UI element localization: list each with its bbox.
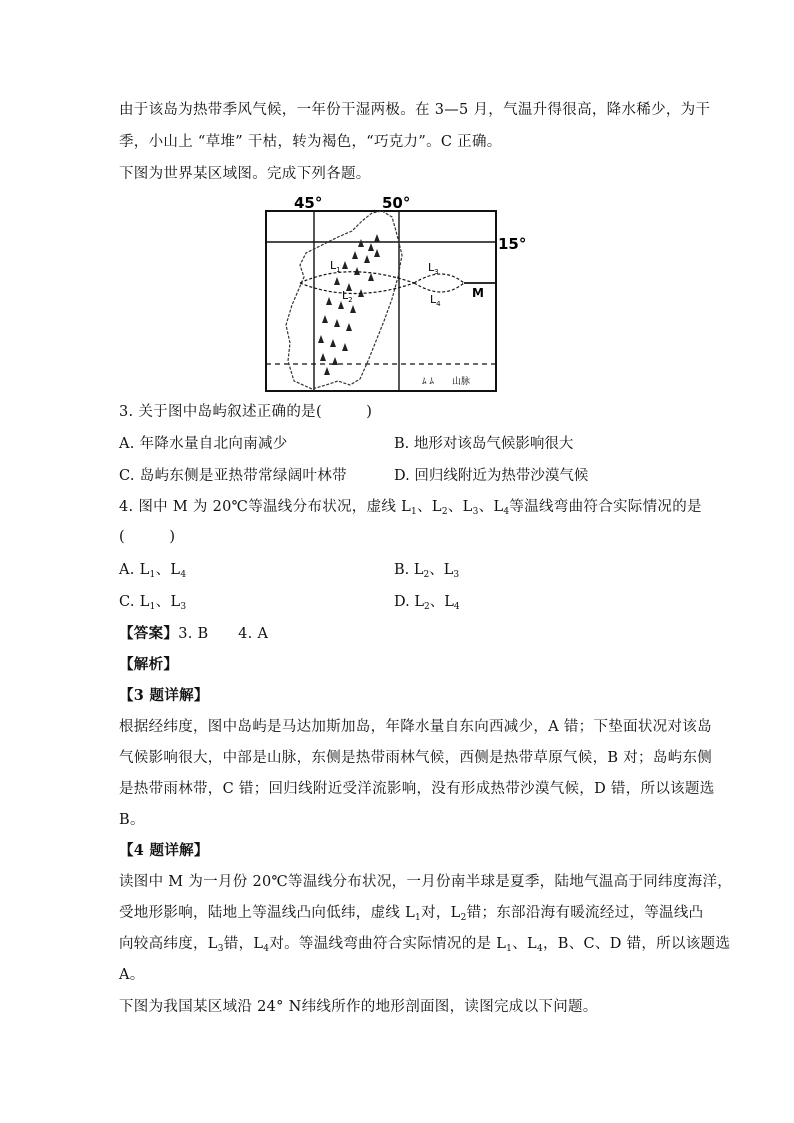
detail3-line-1: 根据经纬度，图中岛屿是马达加斯加岛，年降水量自东向西减少，A 错；下垫面状况对该岛 <box>119 719 712 735</box>
q3-stem: 3. 关于图中岛屿叙述正确的是( ) <box>119 404 373 420</box>
lat-label: 15° <box>498 235 527 253</box>
legend-text: 山脉 <box>452 377 471 387</box>
legend-symbol: ﾑ ﾑ <box>422 377 434 387</box>
isotherm-label-l3: $L_3$ <box>428 261 439 276</box>
lon-right-label: 50° <box>382 195 411 212</box>
answer-line <box>119 624 268 644</box>
answer-value: 3. B 4. A <box>178 626 269 642</box>
intro-line-3: 下图为世界某区域图。完成下列各题。 <box>119 166 371 182</box>
map-frame <box>266 211 496 391</box>
q3-option-a: A. 年降水量自北向南减少 <box>119 436 288 452</box>
q3-option-d: D. 回归线附近为热带沙漠气候 <box>394 468 589 484</box>
isotherm-label-l1: $L_1$ <box>330 259 341 274</box>
detail4-line-2: 受地形影响，陆地上等温线凸向低纬，虚线 $L_1$对，$L_2$错；东部沿海有暖流经过，等温线凸 <box>119 905 704 923</box>
intro-line-1: 由于该岛为热带季风气候，一年份干湿两极。在 3—5 月，气温升得很高，降水稀少，为干 <box>119 102 711 118</box>
isotherm-l3 <box>414 274 464 283</box>
q3-option-b: B. 地形对该岛气候影响很大 <box>394 436 574 452</box>
isotherm-l2 <box>300 283 414 294</box>
detail3-line-2: 气候影响很大，中部是山脉，东侧是热带雨林气候，西侧是热带草原气候，B 对；岛屿东侧 <box>119 750 713 766</box>
q4-stem: 4. 图中 M 为 20℃等温线分布状况，虚线 $L_1$、$L_2$、$L_3$、$L_4$等温线弯曲符合实际情况的是 <box>119 499 702 517</box>
detail4-line-3: 向较高纬度，$L_3$错，$L_4$对。等温线弯曲符合实际情况的是 $L_1$、$L_4$，B、C、D 错，所以该题选 <box>119 936 731 954</box>
q3-option-c: C. 岛屿东侧是亚热带常绿阔叶林带 <box>119 468 347 484</box>
detail3-label: 【3 题详解】 <box>119 687 209 704</box>
lon-left-label: 45° <box>294 195 323 212</box>
isotherm-label-l2: $L_2$ <box>342 289 353 304</box>
q4-option-b: B. $L_2$、$L_3$ <box>394 562 460 580</box>
q4-option-c: C. $L_1$、$L_3$ <box>119 594 187 612</box>
q4-stem-line-2: ( ) <box>119 529 176 545</box>
isotherm-l4 <box>414 283 464 292</box>
answer-label: 【答案】 <box>119 625 179 642</box>
region-map <box>264 195 534 395</box>
q4-option-d: D. $L_2$、$L_4$ <box>394 594 460 612</box>
detail3-line-3: 是热带雨林带，C 错；回归线附近受洋流影响，没有形成热带沙漠气候，D 错，所以该题选 <box>119 781 715 797</box>
q4-option-a: A. $L_1$、$L_4$ <box>119 562 187 580</box>
region-map-svg <box>264 195 534 395</box>
isotherm-label-l4: $L_4$ <box>430 293 441 308</box>
analysis-label: 【解析】 <box>119 656 179 673</box>
isotherm-label-m: M <box>472 286 484 300</box>
intro-line-2: 季，小山上 “草堆” 干枯，转为褐色，“巧克力”。C 正确。 <box>119 134 502 150</box>
detail4-line-1: 读图中 M 为一月份 20℃等温线分布状况，一月份南半球是夏季，陆地气温高于同纬度海洋， <box>119 874 733 890</box>
outro-line: 下图为我国某区域沿 24° N纬线所作的地形剖面图，读图完成以下问题。 <box>119 999 598 1015</box>
detail3-line-4: B。 <box>119 812 145 828</box>
detail4-label: 【4 题详解】 <box>119 842 209 859</box>
detail4-line-4: A。 <box>119 967 145 983</box>
